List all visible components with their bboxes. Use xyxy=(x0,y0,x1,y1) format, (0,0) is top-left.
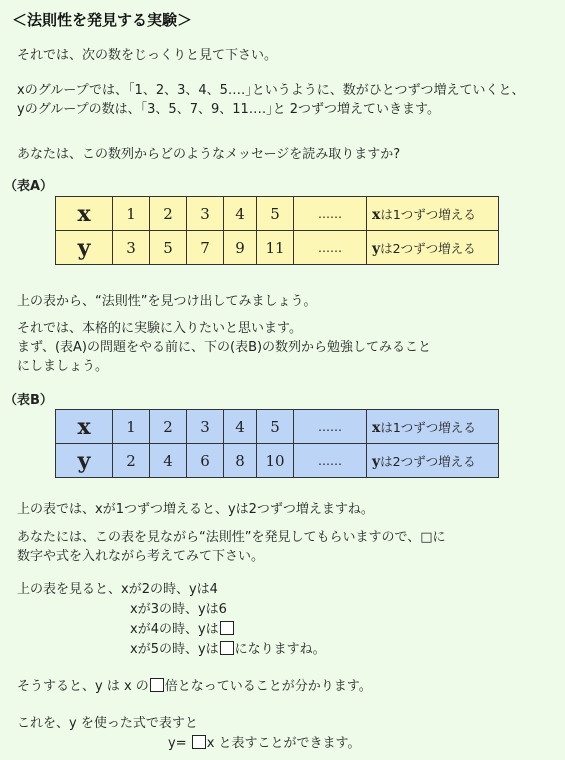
y-note-var: y xyxy=(372,453,381,470)
table-cell: 1 xyxy=(113,410,150,444)
x-header: x xyxy=(56,410,113,444)
x-header: x xyxy=(56,197,113,231)
paragraph-line: にしましょう。 xyxy=(17,359,109,374)
table-cell: 5 xyxy=(257,197,294,231)
observation-line xyxy=(130,618,235,637)
table-cell: 3 xyxy=(187,197,224,231)
observation-line xyxy=(130,638,326,657)
x-note-text: は1つずつ増える xyxy=(380,206,476,222)
observation-line: 上の表を見ると、xが2の時、yは4 xyxy=(17,582,218,597)
paragraph-line: xのグループでは、｢1、2、3、4、5‥‥｣というように、数がひとつずつ増えていくと、 xyxy=(17,83,525,98)
conclusion-text: そうすると、y は x の xyxy=(17,679,149,694)
table-b xyxy=(55,409,499,478)
table-a xyxy=(55,196,499,265)
ellipsis-cell: ‥‥‥ xyxy=(294,231,367,265)
table-cell: 2 xyxy=(113,444,150,478)
table-cell: 10 xyxy=(257,444,294,478)
table-b-label: （表B） xyxy=(4,393,53,408)
y-header: y xyxy=(56,444,113,478)
answer-box[interactable] xyxy=(192,735,206,749)
table-cell: 2 xyxy=(150,410,187,444)
paragraph-line: yのグループの数は、｢3、5、7、9、11‥‥｣と 2つずつ増えていきます。 xyxy=(17,102,440,117)
formula-intro: これを、y を使った式で表すと xyxy=(17,716,198,731)
observation-text: xが5の時、yは xyxy=(130,642,219,657)
table-cell: 2 xyxy=(150,197,187,231)
x-note-cell xyxy=(367,410,499,444)
ellipsis-cell: ‥‥‥ xyxy=(294,410,367,444)
y-header: y xyxy=(56,231,113,265)
conclusion-line xyxy=(17,675,372,694)
answer-box[interactable] xyxy=(150,678,164,692)
table-cell: 8 xyxy=(224,444,257,478)
paragraph-line: 数字や式を入れながら考えてみて下さい。 xyxy=(17,549,265,564)
table-cell: 6 xyxy=(187,444,224,478)
observation-text: になりますね。 xyxy=(234,642,326,657)
observation-line: xが3の時、yは6 xyxy=(130,602,227,617)
table-cell: 1 xyxy=(113,197,150,231)
answer-box[interactable] xyxy=(220,621,234,635)
table-cell: 3 xyxy=(113,231,150,265)
ellipsis-cell: ‥‥‥ xyxy=(294,197,367,231)
formula-line xyxy=(168,732,361,751)
ellipsis-cell: ‥‥‥ xyxy=(294,444,367,478)
observation-text: xが4の時、yは xyxy=(130,622,219,637)
y-note-cell xyxy=(367,231,499,265)
x-note-var: x xyxy=(372,206,381,223)
y-note-var: y xyxy=(372,240,381,257)
conclusion-text: 倍となっていることが分かります。 xyxy=(164,679,372,694)
table-cell: 5 xyxy=(150,231,187,265)
paragraph-line: それでは、本格的に実験に入りたいと思います。 xyxy=(17,321,302,336)
paragraph-line: 上の表では、xが1つずつ増えると、yは2つずつ増えますね。 xyxy=(17,502,374,517)
y-note-cell xyxy=(367,444,499,478)
x-note-cell xyxy=(367,197,499,231)
table-cell: 7 xyxy=(187,231,224,265)
y-note-text: は2つずつ増える xyxy=(380,453,476,469)
question-text: あなたは、この数列からどのようなメッセージを読み取りますか? xyxy=(17,147,401,162)
table-a-label: （表A） xyxy=(4,179,54,194)
table-cell: 3 xyxy=(187,410,224,444)
table-cell: 4 xyxy=(150,444,187,478)
x-note-var: x xyxy=(372,419,381,436)
answer-box[interactable] xyxy=(220,641,234,655)
table-cell: 4 xyxy=(224,197,257,231)
table-cell: 4 xyxy=(224,410,257,444)
page-title: ＜法則性を発見する実験＞ xyxy=(12,11,193,29)
paragraph-line: まず、(表A)の問題をやる前に、下の(表B)の数列から勉強してみること xyxy=(17,340,432,355)
y-note-text: は2つずつ増える xyxy=(380,240,476,256)
paragraph-line: あなたには、この表を見ながら“法則性”を発見してもらいますので、□に xyxy=(17,530,446,545)
paragraph-line: 上の表から、“法則性”を見つけ出してみましょう。 xyxy=(17,294,317,309)
table-cell: 9 xyxy=(224,231,257,265)
table-cell: 11 xyxy=(257,231,294,265)
formula-text: y= xyxy=(168,736,187,751)
formula-text: x と表すことができます。 xyxy=(206,736,361,751)
table-cell: 5 xyxy=(257,410,294,444)
x-note-text: は1つずつ増える xyxy=(380,419,476,435)
intro-text: それでは、次の数をじっくりと見て下さい。 xyxy=(17,48,278,63)
